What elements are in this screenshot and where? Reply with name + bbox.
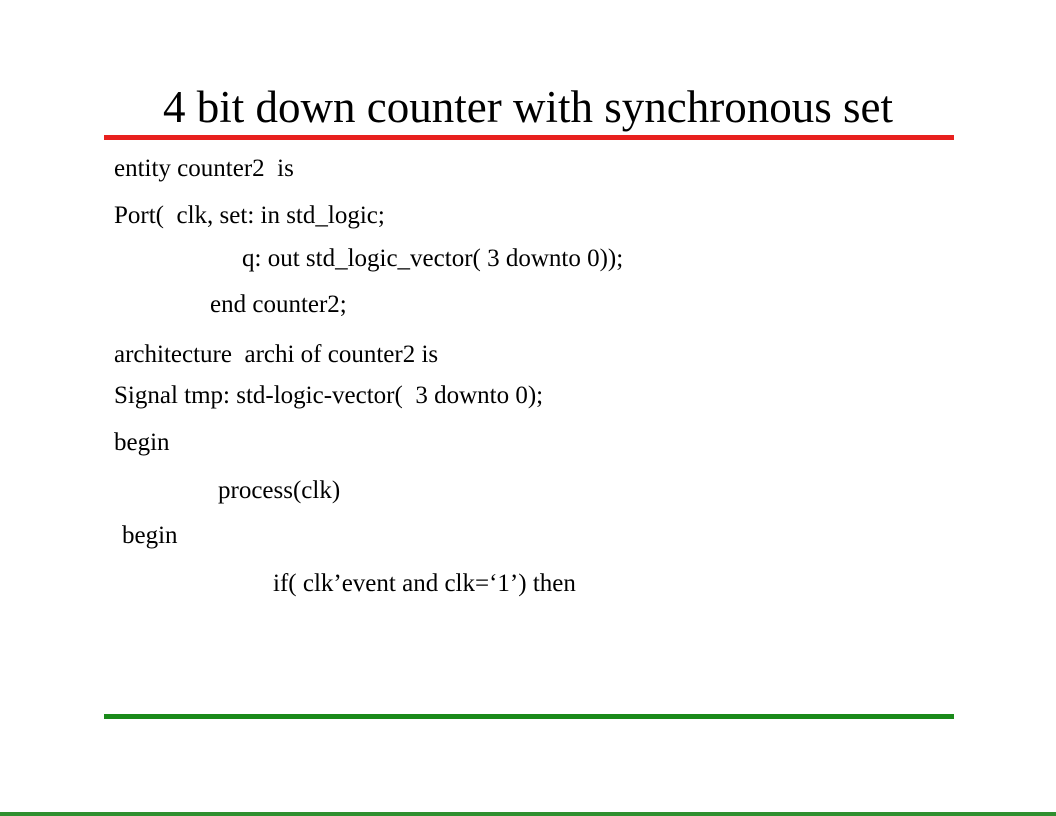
slide-title: 4 bit down counter with synchronous set: [163, 82, 893, 132]
code-line: entity counter2 is: [114, 155, 294, 182]
code-line: begin: [114, 429, 170, 456]
code-line: begin: [122, 522, 178, 549]
code-line: Port( clk, set: in std_logic;: [114, 202, 385, 229]
bottom-divider-green: [104, 714, 954, 719]
code-line: Signal tmp: std-logic-vector( 3 downto 0);: [114, 382, 544, 409]
code-line: process(clk): [218, 477, 341, 504]
code-line: q: out std_logic_vector( 3 downto 0));: [242, 245, 624, 272]
code-line: if( clk’event and clk=‘1’) then: [273, 570, 576, 597]
title-underline-red: [104, 135, 954, 140]
slide-bottom-edge: [0, 812, 1056, 816]
code-line: architecture archi of counter2 is: [114, 341, 439, 368]
code-line: end counter2;: [210, 291, 347, 318]
